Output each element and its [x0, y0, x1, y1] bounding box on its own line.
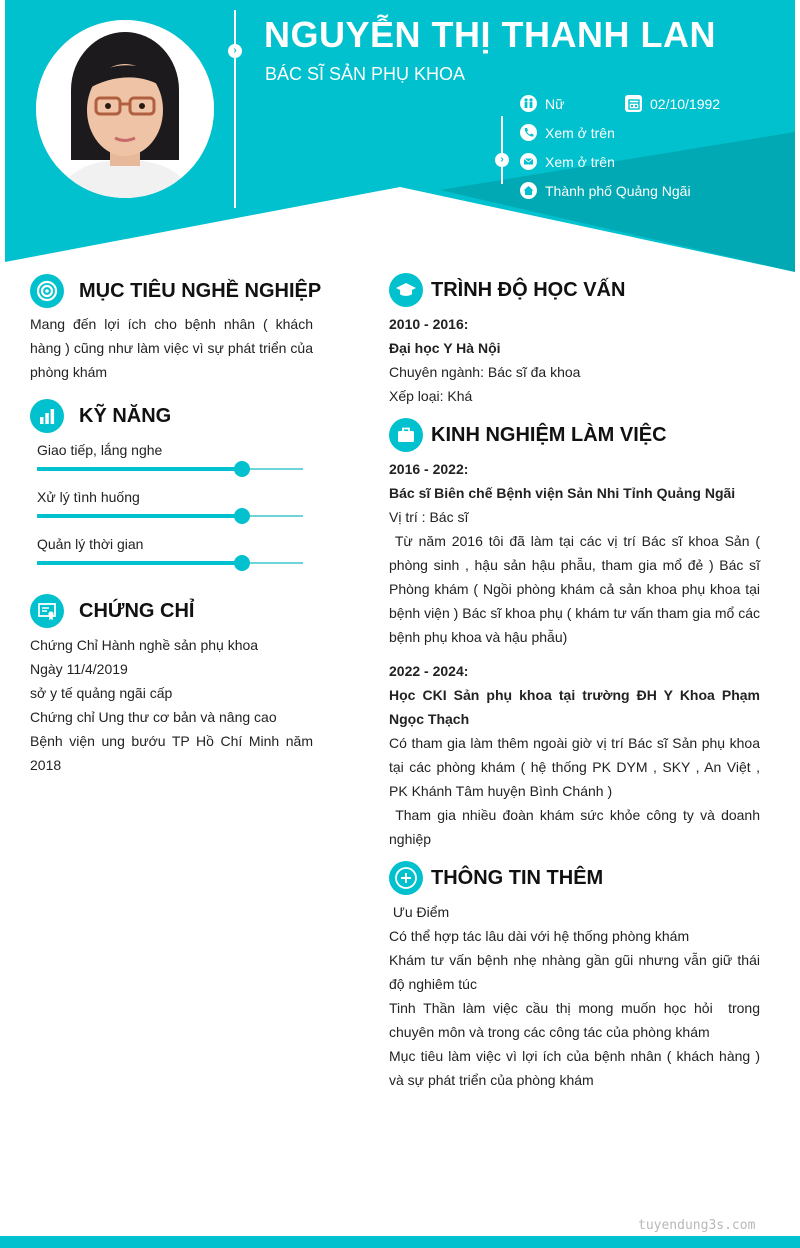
- section-title: KINH NGHIỆM LÀM VIỆC: [431, 423, 667, 446]
- section-title: TRÌNH ĐỘ HỌC VẤN: [431, 278, 626, 301]
- additional-heading: [389, 861, 603, 895]
- job-title: BÁC SĨ SẢN PHỤ KHOA: [265, 64, 466, 84]
- chevron-right-icon: ›: [228, 44, 242, 58]
- job-description: Từ năm 2016 tôi đã làm tại các vị trí Bác sĩ khoa Sản ( phòng sinh , hậu sản hậu phẫu, tham gia mổ đẻ ) Bác sĩ Phòng khám ( Ngồi phòng khám cả sản khoa phụ khoa tại bệnh viện ) Bác sĩ khoa phụ ( khám tư vấn tham gia mổ các bệnh phụ khoa và hậu phẫu): [389, 533, 764, 645]
- mail-icon: [520, 153, 537, 170]
- certificate-line: Chứng chỉ Ung thư cơ bản và nâng cao: [30, 709, 277, 725]
- phone-value: Xem ở trên: [545, 124, 615, 141]
- job-period: 2016 - 2022:: [389, 461, 469, 477]
- email-info: [520, 153, 615, 170]
- skill-bar: [37, 468, 303, 470]
- certificate-line: Ngày 11/4/2019: [30, 661, 128, 677]
- additional-line: Có thể hợp tác lâu dài với hệ thống phòng khám: [389, 928, 690, 944]
- skill-fill: [37, 514, 242, 518]
- education-major: Chuyên ngành: Bác sĩ đa khoa: [389, 364, 581, 380]
- gender-info: [520, 95, 564, 112]
- education-heading: [389, 273, 625, 307]
- gender-value: Nữ: [545, 95, 565, 112]
- education-period: 2010 - 2016:: [389, 316, 469, 332]
- section-title: MỤC TIÊU NGHỀ NGHIỆP: [79, 279, 322, 302]
- skill-fill: [37, 467, 242, 471]
- birthday-value: 02/10/1992: [650, 95, 721, 112]
- education-school: Đại học Y Hà Nội: [389, 340, 501, 356]
- footer-bar: [0, 1236, 800, 1248]
- education-grade: Xếp loại: Khá: [389, 388, 473, 404]
- skill-label: Giao tiếp, lắng nghe: [37, 442, 163, 458]
- address-info: [520, 182, 691, 199]
- section-title: KỸ NĂNG: [79, 404, 172, 427]
- phone-icon: [520, 124, 537, 141]
- header-banner: [0, 0, 800, 275]
- phone-info: [520, 124, 615, 141]
- certificates-heading: [30, 594, 194, 628]
- contact-divider: [501, 116, 503, 184]
- experience-heading: [389, 418, 667, 452]
- home-icon: [520, 182, 537, 199]
- birthday-info: [625, 95, 720, 112]
- avatar: [36, 20, 214, 198]
- section-title: CHỨNG CHỈ: [79, 599, 195, 622]
- certificate-line: sở y tế quảng ngãi cấp: [30, 685, 173, 701]
- skill-knob: [234, 555, 250, 571]
- target-icon: [30, 274, 64, 308]
- skill-label: Xử lý tình huống: [37, 489, 140, 505]
- watermark: tuyendung3s.com: [638, 1218, 756, 1233]
- certificate-icon: [30, 594, 64, 628]
- candidate-name: NGUYỄN THỊ THANH LAN: [264, 14, 716, 55]
- job-position: Vị trí : Bác sĩ: [389, 509, 469, 525]
- experience-job-1: [389, 457, 764, 649]
- profile-photo: [36, 20, 214, 198]
- job-description: Tham gia nhiều đoàn khám sức khỏe công ty và doanh nghiệp: [389, 807, 764, 847]
- skill-fill: [37, 561, 242, 565]
- bar-chart-icon: [30, 399, 64, 433]
- plus-circle-icon: [389, 861, 423, 895]
- objective-heading: [30, 274, 321, 308]
- additional-line: Khám tư vấn bệnh nhẹ nhàng gần gũi nhưng vẫn giữ thái độ nghiêm túc: [389, 952, 760, 992]
- job-period: 2022 - 2024:: [389, 663, 469, 679]
- skill-bar: [37, 562, 303, 564]
- email-value: Xem ở trên: [545, 153, 615, 170]
- additional-line: Ưu Điểm: [389, 904, 450, 920]
- chevron-right-icon: ›: [495, 153, 509, 167]
- graduation-cap-icon: [389, 273, 423, 307]
- certificate-line: Bệnh viện ung bướu TP Hồ Chí Minh năm 2018: [30, 733, 313, 773]
- additional-block: [389, 900, 764, 1092]
- objective-text: Mang đến lợi ích cho bệnh nhân ( khách hàng ) cũng như làm việc vì sự phát triển của phòng khám: [30, 316, 313, 380]
- education-block: [389, 312, 760, 408]
- section-title: THÔNG TIN THÊM: [431, 866, 604, 889]
- briefcase-icon: [389, 418, 423, 452]
- job-description: Có tham gia làm thêm ngoài giờ vị trí Bác sĩ Sản phụ khoa tại các phòng khám ( hệ thống PK DYM , SKY , An Việt , PK Khánh Tâm huyện Bình Chánh ): [389, 735, 760, 799]
- skills-heading: [30, 399, 171, 433]
- gender-icon: [520, 95, 537, 112]
- skill-knob: [234, 461, 250, 477]
- additional-line: Mục tiêu làm việc vì lợi ích của bệnh nhân ( khách hàng ) và sự phát triển của phòng khám: [389, 1048, 760, 1088]
- skill-knob: [234, 508, 250, 524]
- address-value: Thành phố Quảng Ngãi: [545, 182, 691, 199]
- experience-job-2: [389, 659, 764, 851]
- skill-label: Quản lý thời gian: [37, 536, 144, 552]
- calendar-icon: [625, 95, 642, 112]
- skill-bar: [37, 515, 303, 517]
- certificate-line: Chứng Chỉ Hành nghề sản phụ khoa: [30, 637, 259, 653]
- job-place: Bác sĩ Biên chế Bệnh viện Sản Nhi Tỉnh Quảng Ngãi: [389, 485, 736, 501]
- certificates-list: [30, 633, 313, 777]
- additional-line: Tinh Thần làm việc cầu thị mong muốn học hỏi trong chuyên môn và trong các công tác của phòng khám: [389, 1000, 764, 1040]
- job-place: Học CKI Sản phụ khoa tại trường ĐH Y Khoa Phạm Ngọc Thạch: [389, 687, 760, 727]
- header-divider: [234, 10, 236, 208]
